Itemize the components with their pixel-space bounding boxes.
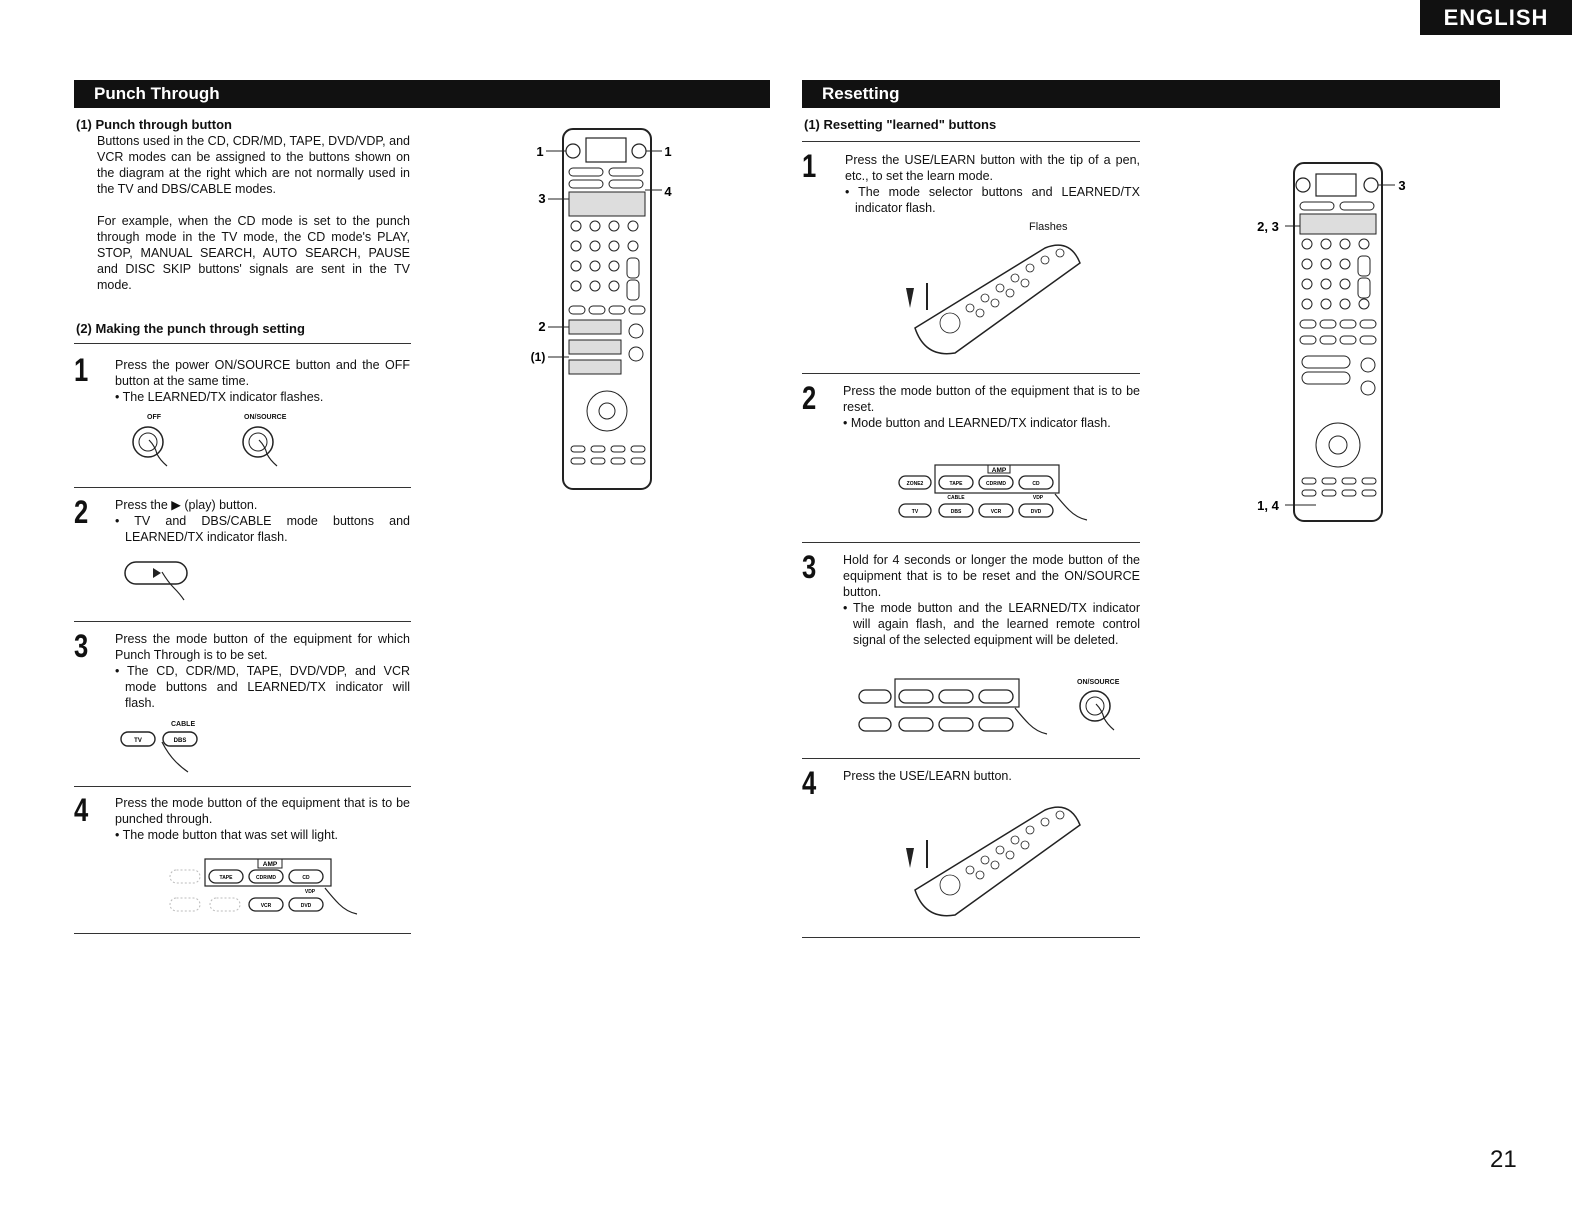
punch-step3-text bbox=[115, 631, 410, 711]
zone2-button-label: ZONE2 bbox=[906, 481, 924, 487]
callout-3: 3 bbox=[538, 191, 546, 206]
divider bbox=[74, 786, 411, 787]
resetting-header bbox=[802, 80, 1500, 108]
vdp-label: VDP bbox=[1032, 495, 1044, 501]
remote-button-rows bbox=[569, 168, 645, 464]
dvd-button-label: DVD bbox=[300, 903, 312, 909]
divider bbox=[802, 542, 1140, 543]
callout-paren-1: (1) bbox=[530, 350, 546, 364]
remote-display bbox=[1316, 174, 1356, 196]
on-source-label: ON/SOURCE bbox=[1077, 679, 1120, 686]
punch-step3-bullet: • The CD, CDR/MD, TAPE, DVD/VDP, and VCR mode buttons and LEARNED/TX indicator will flash. bbox=[115, 664, 410, 710]
punch-step1-instruction: Press the power ON/SOURCE button and the OFF button at the same time. bbox=[115, 358, 410, 388]
off-label: OFF bbox=[147, 414, 161, 421]
remote-buttons bbox=[940, 249, 1064, 333]
reset-step2-bullet: • Mode button and LEARNED/TX indicator flash. bbox=[843, 416, 1111, 430]
punch-sub1: (1) Punch through button bbox=[76, 117, 232, 132]
callout-1-right: 1 bbox=[664, 144, 672, 159]
arrow-down-icon bbox=[906, 288, 914, 308]
reset-step1-instruction: Press the USE/LEARN button with the tip of a pen, etc., to set the learn mode. bbox=[845, 153, 1140, 183]
divider bbox=[802, 758, 1140, 759]
callout-4: 4 bbox=[664, 184, 672, 199]
punch-step4-instruction: Press the mode button of the equipment that is to be punched through. bbox=[115, 796, 410, 826]
punch-through-header bbox=[74, 80, 770, 108]
punch-step1-bullet: • The LEARNED/TX indicator flashes. bbox=[115, 390, 324, 404]
on-source-button-icon bbox=[243, 427, 277, 466]
play-button-illustration bbox=[120, 556, 210, 606]
dbs-button-label: DBS bbox=[173, 738, 187, 744]
reset-step1-bullet: • The mode selector buttons and LEARNED/TX indicator flash. bbox=[845, 185, 1140, 215]
reset-step4-text bbox=[843, 768, 1140, 784]
reset-step4-number: 4 bbox=[802, 765, 817, 801]
reset-step2-number: 2 bbox=[802, 380, 817, 416]
callout-1-4: 1, 4 bbox=[1257, 498, 1279, 513]
reset-step1-number: 1 bbox=[802, 148, 817, 184]
divider bbox=[802, 373, 1140, 374]
vcr-button-label: VCR bbox=[990, 509, 1002, 515]
punch-step1-text bbox=[115, 357, 410, 405]
vdp-label: VDP bbox=[304, 889, 316, 895]
punch-para1: Buttons used in the CD, CDR/MD, TAPE, DVD/VDP, and VCR modes can be assigned to the buttons shown on the diagram at the right which are not normally used in the TV and DBS/CABLE modes. bbox=[97, 134, 410, 196]
cd-button-label: CD bbox=[1032, 481, 1040, 487]
reset-step3-instruction: Hold for 4 seconds or longer the mode button of the equipment that is to be reset and the ON/SOURCE button. bbox=[843, 553, 1140, 599]
cd-button-label: CD bbox=[302, 875, 310, 881]
mode-buttons-illustration-reset bbox=[895, 462, 1095, 522]
tape-button-label: TAPE bbox=[219, 875, 233, 881]
remote-body bbox=[563, 129, 651, 489]
on-source-label: ON/SOURCE bbox=[244, 414, 287, 421]
dbs-button-label: DBS bbox=[950, 509, 962, 515]
power-buttons-illustration bbox=[125, 420, 305, 470]
page-number: 21 bbox=[1490, 1146, 1517, 1173]
callout-3: 3 bbox=[1398, 178, 1406, 193]
remote-display bbox=[586, 138, 626, 162]
punch-step1-number: 1 bbox=[74, 352, 89, 388]
reset-step2-instruction: Press the mode button of the equipment that is to be reset. bbox=[843, 384, 1140, 414]
remote-buttons bbox=[940, 811, 1064, 895]
reset-step1-text bbox=[845, 152, 1140, 216]
punch-para2: For example, when the CD mode is set to the punch through mode in the TV mode, the CD mode's PLAY, STOP, MANUAL SEARCH, AUTO SEARCH, PAUSE and DISC SKIP buttons' signals are sent in the TV mode. bbox=[97, 214, 410, 292]
dvd-button-label: DVD bbox=[1030, 509, 1042, 515]
tv-button-label: TV bbox=[134, 738, 142, 744]
finger-icon bbox=[1015, 708, 1047, 734]
reset-step3-text bbox=[843, 552, 1140, 648]
divider bbox=[74, 487, 411, 488]
finger-icon bbox=[162, 572, 184, 600]
tape-button-label: TAPE bbox=[949, 481, 963, 487]
divider bbox=[802, 937, 1140, 938]
arrow-down-icon bbox=[906, 848, 914, 868]
divider bbox=[74, 933, 411, 934]
reset-step2-text bbox=[843, 383, 1140, 431]
hold-buttons-illustration bbox=[855, 676, 1135, 736]
remote-control-illustration bbox=[526, 126, 676, 496]
reset-sub1: (1) Resetting "learned" buttons bbox=[804, 117, 997, 132]
punch-step2-text bbox=[115, 497, 410, 545]
resetting-title: Resetting bbox=[822, 84, 900, 103]
vcr-button-label: VCR bbox=[260, 903, 272, 909]
punch-step4-number: 4 bbox=[74, 792, 89, 828]
callout-2: 2 bbox=[538, 319, 546, 334]
punch-through-title: Punch Through bbox=[94, 84, 220, 103]
punch-step3-number: 3 bbox=[74, 628, 89, 664]
remote-control-illustration-reset bbox=[1250, 160, 1410, 525]
divider bbox=[74, 343, 411, 344]
mode-buttons-illustration bbox=[165, 856, 365, 916]
reset-step4-instruction: Press the USE/LEARN button. bbox=[843, 769, 1012, 783]
divider bbox=[802, 141, 1140, 142]
cable-label: CABLE bbox=[171, 721, 196, 728]
remote-angled-illustration-2 bbox=[895, 800, 1095, 925]
punch-step4-bullet: • The mode button that was set will light. bbox=[115, 828, 339, 842]
punch-step2-instruction: Press the ▶ (play) button. bbox=[115, 498, 258, 512]
play-icon bbox=[153, 568, 161, 578]
tv-button-label: TV bbox=[911, 509, 919, 515]
punch-step4-text bbox=[115, 795, 410, 843]
off-button-icon bbox=[133, 427, 167, 466]
amp-label: AMP bbox=[262, 861, 278, 868]
cable-label: CABLE bbox=[947, 495, 965, 501]
reset-step3-bullet: • The mode button and the LEARNED/TX indicator will again flash, and the learned remote control signal of the selected equipment will be deleted. bbox=[843, 601, 1140, 647]
callout-2-3: 2, 3 bbox=[1257, 219, 1279, 234]
cdr-md-button-label: CDR/MD bbox=[986, 481, 1006, 487]
punch-step3-instruction: Press the mode button of the equipment for which Punch Through is to be set. bbox=[115, 632, 410, 662]
on-source-button-icon bbox=[1080, 691, 1114, 730]
language-tab: ENGLISH bbox=[1420, 0, 1572, 35]
finger-icon bbox=[325, 888, 357, 914]
divider bbox=[74, 621, 411, 622]
remote-angled-illustration-1 bbox=[895, 238, 1095, 363]
punch-step2-bullet: • TV and DBS/CABLE mode buttons and LEARNED/TX indicator flash. bbox=[115, 514, 410, 544]
amp-label: AMP bbox=[991, 467, 1007, 474]
reset-step3-number: 3 bbox=[802, 549, 817, 585]
cdr-md-button-label: CDR/MD bbox=[256, 875, 276, 881]
finger-icon bbox=[1055, 494, 1087, 520]
remote-button-rows bbox=[1300, 202, 1376, 496]
tv-dbs-buttons-illustration bbox=[118, 728, 218, 776]
punch-sub2: (2) Making the punch through setting bbox=[76, 321, 305, 336]
callout-1-left: 1 bbox=[536, 144, 544, 159]
punch-step2-number: 2 bbox=[74, 494, 89, 530]
flashes-label: Flashes bbox=[1029, 221, 1068, 233]
